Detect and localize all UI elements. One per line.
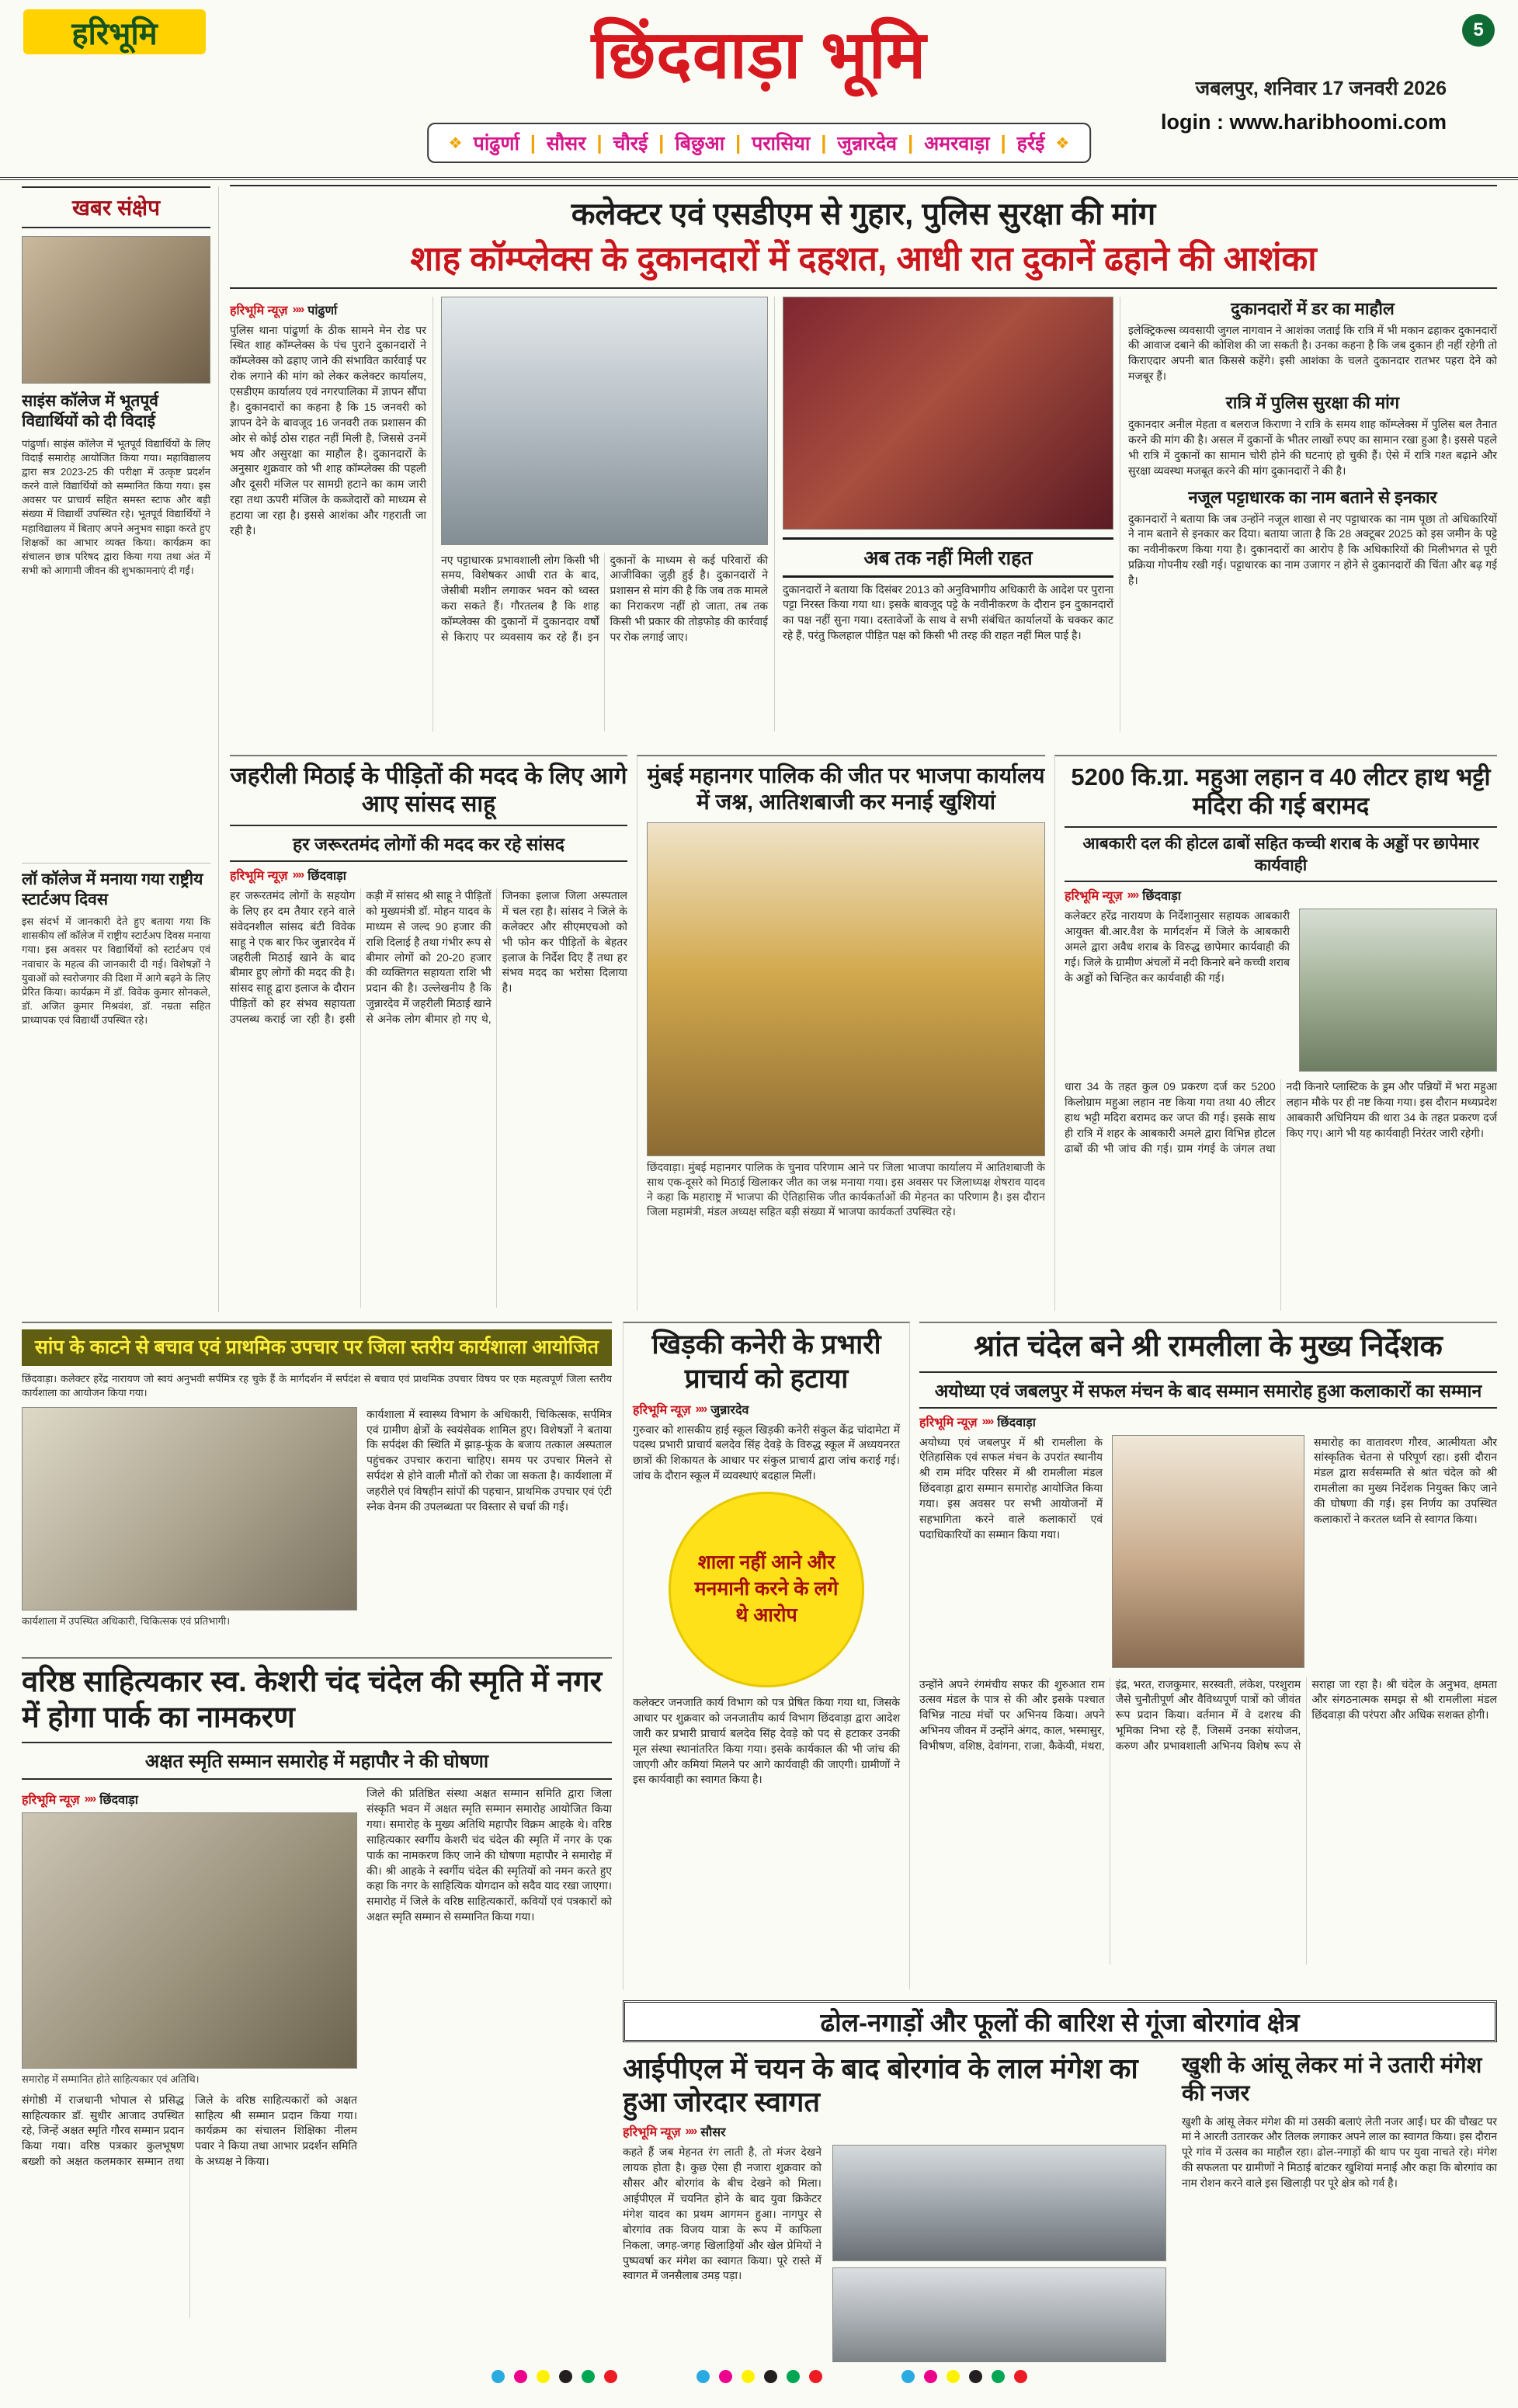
ipl-right-headline: खुशी के आंसू लेकर मां ने उतारी मंगेश की नजर <box>1182 2053 1482 2107</box>
workshop-caption: कार्यशाला में उपस्थित अधिकारी, चिकित्सक एवं प्रतिभागी। <box>22 1614 231 1627</box>
nav-item-harrai[interactable]: हर्रई <box>1016 133 1045 155</box>
workshop-story <box>22 1322 612 1648</box>
excise-subhead: आबकारी दल की होटल ढाबों सहित कच्ची शराब के अड्डों पर छापेमार कार्यवाही <box>1065 826 1497 882</box>
excise-body-2: धारा 34 के तहत कुल 09 प्रकरण दर्ज कर 5200 किलोग्राम महुआ लहान नष्ट किया गया तथा 40 लीटर हाथ भट्टी मदिरा बरामद कर जप्त की गई। इसके साथ ही रात्रि में शहर के आबकारी अमले द्वारा विभिन्न होटल ढाबों की भी जांच की गई। ग्राम गंगई के जंगल तथा नदी किनारे प्लास्टिक के ड्रम और पन्नियों में भरा महुआ लहान मौके पर ही नष्ट किया गया। इस दौरान मध्यप्रदेश आबकारी अधिनियम की धारा 34 के तहत प्रकरण दर्ज किए गए। आगे भी यह कार्यवाही निरंतर जारी रहेगी। <box>1065 1080 1497 1155</box>
lead-story <box>230 185 1497 747</box>
allegation-callout: शाला नहीं आने और मनमानी करने के लगे थे आरोप <box>669 1492 864 1687</box>
byline-place: छिंदवाड़ा <box>1142 890 1181 904</box>
print-dot <box>764 2370 777 2383</box>
byline-agency: हरिभूमि न्यूज़ <box>230 870 288 883</box>
byline-place: सौसर <box>700 2126 726 2140</box>
ramleela-body-2: समारोह का वातावरण गौरव, आत्मीयता और सांस्कृतिक चेतना से परिपूर्ण रहा। इसी दौरान मंडल द्वारा सर्वसम्मति से श्रांत चंदेल को श्री रामलीला का मुख्य निर्देशक नियुक्त किए जाने की घोषणा की गई। इस निर्णय का उपस्थित कलाकारों ने करतल ध्वनि से स्वागत किया। <box>1314 1435 1497 1525</box>
masthead-header <box>0 0 1518 180</box>
lead-col-2 <box>441 297 775 731</box>
photo-victory-procession <box>832 2267 1166 2362</box>
bjp-celebration-story <box>637 755 1045 1311</box>
byline-agency: हरिभूमि न्यूज़ <box>633 1403 691 1417</box>
print-dot <box>582 2370 595 2383</box>
relief-box-body: दुकानदारों ने बताया कि दिसंबर 2013 को अनुविभागीय अधिकारी के आदेश पर पुराना पट्टा निरस्त किया गया था। इसके बावजूद पट्टे के नवीनीकरण के दौरान इन दुकानदारों का पक्ष नहीं सुना गया। दस्तावेजों के साथ वे सभी संबंधित कार्यालयों के चक्कर काट रहे हैं, परंतु फिलहाल पीड़ित पक्ष को किसी भी तरह की राहत नहीं मिल पाई है। <box>783 582 1113 642</box>
nav-separator: | <box>908 131 914 154</box>
byline <box>22 1791 357 1808</box>
sweets-headline: जहरीली मिठाई के पीड़ितों की मदद के लिए आगे आए सांसद साहू <box>230 763 627 817</box>
nav-separator: | <box>596 131 603 154</box>
byline-place: छिंदवाड़ा <box>99 1794 138 1808</box>
region-nav <box>427 123 1092 163</box>
brief-story1-headline: साइंस कॉलेज में भूतपूर्व विद्यार्थियों को दी विदाई <box>22 392 158 431</box>
byline-arrows-icon: »» <box>292 302 304 316</box>
principal-body-1: गुरुवार को शासकीय हाई स्कूल खिड़की कनेरी संकुल केंद्र चांदामेटा में पदस्थ प्रभारी प्राचार्य बलदेव सिंह देवड़े के विरुद्ध स्कूल में अध्ययनरत छात्रों की शिकायत के आधार पर संकुल प्राचार्य द्वारा जांच कराई गई। जांच के दौरान स्कूल में व्यवस्थाएं बदहाल मिलीं। <box>633 1423 900 1482</box>
lead-headline: शाह कॉम्प्लेक्स के दुकानदारों में दहशत, आधी रात दुकानें ढहाने की आशंका <box>230 235 1497 289</box>
news-brief-title: खबर संक्षेप <box>22 186 210 228</box>
lead-col-3 <box>783 297 1120 731</box>
print-dot <box>559 2370 572 2383</box>
byline-agency: हरिभूमि न्यूज़ <box>919 1416 978 1430</box>
photo-excise-raid <box>1299 909 1497 1072</box>
bjp-caption: छिंदवाड़ा। मुंबई महानगर पालिक के चुनाव परिणाम आने पर जिला भाजपा कार्यालय में आतिशबाजी के साथ एक-दूसरे को मिठाई खिलाकर जीत का जश्न मनाया गया। इस अवसर पर जिलाध्यक्ष शेषराव यादव ने कहा कि महाराष्ट्र में भाजपा की ऐतिहासिक जीत कार्यकर्ताओं की मेहनत का परिणाम है। इस दौरान जिला महामंत्री, मंडल अध्यक्ष सहित बड़ी संख्या में भाजपा कार्यकर्ता उपस्थित रहे। <box>647 1161 1045 1218</box>
byline-agency: हरिभूमि न्यूज़ <box>230 304 288 318</box>
byline-arrows-icon: »» <box>981 1414 993 1428</box>
byline-agency: हरिभूमि न्यूज़ <box>22 1794 80 1808</box>
byline <box>633 1401 900 1418</box>
relief-box-headline: अब तक नहीं मिली राहत <box>783 537 1113 578</box>
lead-sub1-headline: दुकानदारों में डर का माहौल <box>1231 298 1395 318</box>
byline <box>623 2123 1166 2140</box>
print-dots <box>0 2370 1518 2383</box>
excise-raid-story <box>1054 755 1497 1311</box>
brief-story1-body: पांढुर्णा। साइंस कॉलेज में भूतपूर्व विद्यार्थियों के लिए विदाई समारोह आयोजित किया गया। महाविद्यालय द्वारा सत्र 2023-25 की परीक्षा में उत्कृष्ट प्रदर्शन करने वाले विद्यार्थियों को सम्मानित किया गया। इस अवसर पर प्राचार्य सहित समस्त स्टाफ और बड़ी संख्या में विद्यार्थी उपस्थित रहे। भूतपूर्व विद्यार्थियों ने महाविद्यालय में बिताए अपने अनुभव साझा करते हुए शिक्षकों का आभार व्यक्त किया। कार्यक्रम का संचालन छात्र परिषद द्वारा किया गया तथा अंत में सभी को आगामी जीवन की शुभकामनाएं दी गईं। <box>22 437 210 577</box>
excise-body-1: कलेक्टर हरेंद्र नारायण के निर्देशानुसार सहायक आबकारी आयुक्त बी.आर.वैश के मार्गदर्शन में जिले के आबकारी अमले द्वारा अवैध शराब के विरुद्ध छापेमार कार्यवाही की गई। जिले के ग्रामीण अंचलों में नदी किनारे बने कच्ची शराब के अड्डों को चिन्हित कर कार्यवाही की गई। <box>1065 909 1290 984</box>
ipl-body: कहते हैं जब मेहनत रंग लाती है, तो मंजर देखने लायक होता है। कुछ ऐसा ही नजारा शुक्रवार को सौसर और बोरगांव के बीच देखने को मिला। आईपीएल में चयनित होने के बाद युवा क्रिकेटर मंगेश यादव का प्रथम आगमन हुआ। नागपुर से बोरगांव तक विजय यात्रा के रूप में काफिला निकला, जगह-जगह खिलाड़ियों और खेल प्रेमियों ने पुष्पवर्षा कर मंगेश का स्वागत किया। पूरे रास्ते में स्वागत में जनसैलाब उमड़ पड़ा। <box>623 2146 822 2282</box>
nav-separator: | <box>735 131 742 154</box>
principal-body-2: कलेक्टर जनजाति कार्य विभाग को पत्र प्रेषित किया गया था, जिसके आधार पर शुक्रवार को जनजातीय कार्य विभाग छिंदवाड़ा द्वारा आदेश जारी कर प्रभारी प्राचार्य बलदेव सिंह देवड़े को पद से हटाकर उनकी मूल संस्था स्थानांतरित किया गया। इसके कार्यकाल की भी जांच की जाएगी और कमियां मिलने पर आगे कार्यवाही की जाएगी। ग्रामीणों ने इस कार्यवाही का स्वागत किया है। <box>633 1696 900 1786</box>
ipl-headline: आईपीएल में चयन के बाद बोरगांव के लाल मंगेश का हुआ जोरदार स्वागत <box>623 2052 1138 2118</box>
lead-col-1 <box>230 297 433 731</box>
photo-workshop <box>22 1407 357 1611</box>
byline-place: छिंदवाड़ा <box>307 870 346 883</box>
nav-separator: | <box>658 131 665 154</box>
byline-arrows-icon: »» <box>695 1402 707 1416</box>
ipl-welcome-story <box>623 2052 1497 2362</box>
nav-item-sausar[interactable]: सौसर <box>546 133 586 155</box>
ramleela-subhead: अयोध्या एवं जबलपुर में सफल मंचन के बाद सम्मान समारोह हुआ कलाकारों का सम्मान <box>919 1371 1497 1409</box>
nav-separator: | <box>821 131 827 154</box>
workshop-headline: सांप के काटने से बचाव एवं प्राथमिक उपचार पर जिला स्तरीय कार्यशाला आयोजित <box>22 1329 612 1366</box>
print-dot <box>696 2370 710 2383</box>
byline-place: पांढुर्णा <box>307 304 338 318</box>
haribhoomi-logo[interactable]: हरिभूमि <box>23 9 206 54</box>
brief-story2-body: इस संदर्भ में जानकारी देते हुए बताया गया कि शासकीय लॉ कॉलेज में राष्ट्रीय स्टार्टअप दिवस मनाया गया। इस अवसर पर विद्यार्थियों को स्टार्टअप एवं नवाचार के महत्व की जानकारी दी गई। विशेषज्ञों ने युवाओं को स्वरोजगार की दिशा में आगे बढ़ने के लिए प्रेरित किया। कार्यक्रम में डॉ. विवेक कुमार सोनकले, डॉ. अजित कुमार मिश्रवंश, डॉ. नम्रता सहित प्राध्यापक एवं विद्यार्थी उपस्थित रहे। <box>22 916 210 1027</box>
nav-separator: | <box>530 131 536 154</box>
principal-removed-story <box>623 1322 910 1989</box>
park-headline: वरिष्ठ साहित्यकार स्व. केशरी चंद चंदेल की स्मृति में नगर में होगा पार्क का नामकरण <box>22 1666 603 1734</box>
lead-sub2-body: दुकानदार अनील मेहता व बलराज किराणा ने रात्रि के समय शाह कॉम्प्लेक्स में पुलिस बल तैनात करने की मांग की है। असल में दुकानों के भीतर लाखों रुपए का सामान रखा हुआ है। इससे पहले भी रात्रि में दुकानों का सामान चोरी होने की घटनाएं हो चुकी हैं। ऐसे में रात्रि गश्त बढ़ाने और सुरक्षा व्यवस्था मजबूत करने की मांग दुकानदारों ने की है। <box>1128 418 1497 477</box>
print-dot <box>969 2370 982 2383</box>
excise-headline: 5200 कि.ग्रा. महुआ लहान व 40 लीटर हाथ भट्टी मदिरा की गई बरामद <box>1071 763 1491 820</box>
photo-mangesh-crowd <box>832 2145 1166 2261</box>
borgaon-banner-text: ढोल-नगाड़ों और फूलों की बारिश से गूंजा बोरगांव क्षेत्र <box>623 2000 1497 2042</box>
nav-item-pandhurna[interactable]: पांढुर्णा <box>473 133 519 155</box>
principal-headline: खिड़की कनेरी के प्रभारी प्राचार्य को हटाया <box>651 1329 881 1394</box>
lead-col-4 <box>1128 297 1497 731</box>
park-naming-story <box>22 1657 612 2356</box>
ramleela-body-3: उन्होंने अपने रंगमंचीय सफर की शुरुआत राम उत्सव मंडल के पात्र से की और इसके पश्चात विभिन्न नाट्य मंचों पर अभिनय किया। अपने अभिनय जीवन में उन्होंने अंगद, काल, भस्मासुर, विभीषण, वशिष्ठ, देवांगना, राजा, कैकेयी, मंथरा, इंद्र, भरत, राजकुमार, सरस्वती, लंकेश, परशुराम जैसे चुनौतीपूर्ण और वैविध्यपूर्ण पात्रों को जीवंत रूप प्रदान किया। वर्तमान में वे दशरथ की भूमिका निभा रहे हैं, जिसमें उनका संयोजन, करुण और प्रभावशाली अभिनय विशेष रूप से सराहा जा रहा है। श्री चंदेल के अनुभव, क्षमता और संगठनात्मक समझ से श्री रामलीला मंडल छिंदवाड़ा की परंपरा और अधिक सशक्त होगी। <box>919 1677 1497 1753</box>
print-dot <box>787 2370 800 2383</box>
nav-item-chourai[interactable]: चौरई <box>613 133 648 155</box>
ramleela-body-1: अयोध्या एवं जबलपुर में श्री रामलीला के ऐतिहासिक एवं सफल मंचन के उपरांत स्थानीय श्री राम मंदिर परिसर में श्री रामलीला मंडल छिंदवाड़ा द्वारा सम्मान समारोह आयोजित किया गया। इस अवसर पर सभी आयोजनों में सहभागिता करने वाले कलाकारों एवं पदाधिकारियों का सम्मान किया गया। <box>919 1435 1103 1541</box>
print-dot <box>492 2370 505 2383</box>
print-dot <box>924 2370 937 2383</box>
login-url[interactable]: login : www.haribhoomi.com <box>1161 110 1447 134</box>
nav-item-junnardeo[interactable]: जुन्नारदेव <box>837 133 898 155</box>
photo-college-farewell <box>22 236 210 384</box>
print-dot <box>947 2370 960 2383</box>
byline <box>230 301 426 318</box>
print-dot <box>992 2370 1005 2383</box>
byline-arrows-icon: »» <box>685 2125 696 2139</box>
park-body-1: जिले की प्रतिष्ठित संस्था अक्षत सम्मान समिति द्वारा जिला संस्कृति भवन में अक्षत स्मृति सम्मान समारोह आयोजित किया गया। समारोह के मुख्य अतिथि महापौर विक्रम आहके थे। वरिष्ठ साहित्यकार स्वर्गीय केशरी चंद चंदेल की स्मृति में नगर के एक पार्क का नामकरण किए जाने की घोषणा महापौर ने समारोह में की। श्री आहके ने स्वर्गीय चंदेल की स्मृतियों को नमन करते हुए कहा कि नगर के साहित्यिक योगदान को सदैव याद रखा जाएगा। समारोह में जिले के वरिष्ठ साहित्यकारों, कवियों एवं पत्रकारों को अक्षत स्मृति सम्मान से सम्मानित किया गया। <box>366 1787 612 1923</box>
print-dot <box>809 2370 822 2383</box>
print-dot <box>514 2370 527 2383</box>
print-dot <box>901 2370 915 2383</box>
page-number-badge: 5 <box>1462 14 1495 47</box>
ipl-right-body: खुशी के आंसू लेकर मंगेश की मां उसकी बलाएं लेती नजर आईं। घर की चौखट पर मां ने आरती उतारकर और तिलक लगाकर अपने लाल का स्वागत किया। इस दौरान पूरे गांव में उत्सव का माहौल रहा। ढोल-नगाड़ों की थाप पर युवा नाचते रहे। मंगेश की सफलता पर ग्रामीणों ने मिठाई बांटकर खुशियां मनाईं और कहा कि बोरगांव का नाम रोशन करने वाले इस खिलाड़ी पर पूरे क्षेत्र को गर्व है। <box>1182 2114 1497 2189</box>
park-body-2: संगोष्ठी में राजधानी भोपाल से प्रसिद्ध साहित्यकार डॉ. सुधीर आजाद उपस्थित रहे, जिन्हें अक्षत स्मृति गौरव सम्मान प्रदान किया गया। वरिष्ठ पत्रकार कुलभूषण बख्शी को अक्षत कलमकार सम्मान तथा जिले के वरिष्ठ साहित्यकारों को अक्षत साहित्य श्री सम्मान प्रदान किया गया। कार्यक्रम का संचालन शिक्षिका नीलम पवार ने किया तथा आभार प्रदर्शन समिति के अध्यक्ष ने किया। <box>22 2093 357 2168</box>
workshop-body: कार्यशाला में स्वास्थ्य विभाग के अधिकारी, चिकित्सक, सर्पमित्र एवं ग्रामीण क्षेत्रों के स्वयंसेवक शामिल हुए। विशेषज्ञों ने बताया कि सर्पदंश की स्थिति में झाड़-फूंक के बजाय तत्काल अस्पताल पहुंचकर उपचार कराना चाहिए। समय पर उपचार मिलने से सर्पदंश से होने वाली मौतों को रोका जा सकता है। कार्यशाला में जहरीले एवं विषहीन सांपों की पहचान, प्राथमिक उपचार एवं एंटी स्नेक वेनम की उपलब्धता पर विस्तार से चर्चा की गई। <box>366 1407 612 1513</box>
lead-sub3-body: दुकानदारों ने बताया कि जब उन्होंने नजूल शाखा से नए पट्टाधारक का नाम पूछा तो अधिकारियों ने नाम बताने से इनकार कर दिया। बताया जाता है कि 28 अक्टूबर 2025 को इस जमीन के पट्टे का नवीनीकरण किया गया है। दुकानदारों का आरोप है कि अधिकारियों की मिलीभगत से पूरी प्रक्रिया गोपनीय रखी गई। पट्टाधारक का नाम उजागर न होने से दुकानदारों की चिंता और बढ़ गई है। <box>1128 512 1497 587</box>
print-dot <box>537 2370 550 2383</box>
nav-item-amarwara[interactable]: अमरवाड़ा <box>924 133 990 155</box>
byline-place: छिंदवाड़ा <box>997 1416 1036 1430</box>
sweets-body: हर जरूरतमंद लोगों के सहयोग के लिए हर दम तैयार रहने वाले संवेदनशील सांसद बंटी विवेक साहू ने एक बार फिर जुन्नारदेव में जहरीली मिठाई खाने के बाद बीमार हुए लोगों की मदद की है। सांसद साहू द्वारा इलाज के दौरान पीड़ितों को हर संभव सहायता उपलब्ध कराई जा रही है। इसी कड़ी में सांसद श्री साहू ने पीड़ितों को मुख्यमंत्री डॉ. मोहन यादव के माध्यम से जल्द 90 हजार की राशि दिलाई है तथा गंभीर रूप से बीमार लोगों को 20-20 हजार की व्यक्तिगत सहायता राशि भी प्रदान की है। उल्लेखनीय है कि जुन्नारदेव में जहरीली मिठाई खाने से अनेक लोग बीमार हो गए थे, जिनका इलाज जिला अस्पताल में चल रहा है। सांसद ने जिले के कलेक्टर और सीएमएचओ को भी फोन कर पीड़ितों के बेहतर इलाज के निर्देश दिए हैं तथा हर संभव मदद का भरोसा दिलाया है। <box>230 889 627 1025</box>
lead-sub3-headline: नजूल पट्टाधारक का नाम बताने से इनकार <box>1188 487 1437 507</box>
news-brief-column <box>22 186 219 1312</box>
byline <box>919 1413 1497 1430</box>
photo-bjp-office-celebration <box>647 822 1045 1156</box>
byline-arrows-icon: »» <box>84 1792 96 1806</box>
lead-body-col2: नए पट्टाधारक प्रभावशाली लोग किसी भी समय, विशेषकर आधी रात के बाद, जेसीबी मशीन लगाकर भवन को ध्वस्त करा सकते हैं। गौरतलब है कि शाह कॉम्प्लेक्स की दुकानों में दुकानदार वर्षों से किराए पर व्यवसाय कर रहे हैं। इन दुकानों के माध्यम से कई परिवारों की आजीविका जुड़ी हुई है। दुकानदारों ने प्रशासन से मांग की है कि जब तक मामले का निराकरण नहीं हो जाता, तब तक किसी भी प्रकार की तोड़फोड़ की कार्रवाई पर रोक लगाई जाए। <box>441 553 768 643</box>
bjp-headline: मुंबई महानगर पालिक की जीत पर भाजपा कार्यालय में जश्न, आतिशबाजी कर मनाई खुशियां <box>647 763 1045 814</box>
photo-shrant-chandel-portrait <box>1112 1435 1304 1668</box>
print-dot <box>1014 2370 1027 2383</box>
nav-ornament-icon: ❖ <box>448 134 463 152</box>
byline-place: जुन्नारदेव <box>710 1403 749 1417</box>
byline-agency: हरिभूमि न्यूज़ <box>623 2126 681 2140</box>
byline-agency: हरिभूमि न्यूज़ <box>1065 890 1123 904</box>
park-subhead: अक्षत स्मृति सम्मान समारोह में महापौर ने की घोषणा <box>22 1742 612 1780</box>
lead-kicker: कलेक्टर एवं एसडीएम से गुहार, पुलिस सुरक्षा की मांग <box>230 185 1497 235</box>
photo-shah-complex <box>441 297 768 545</box>
byline-arrows-icon: »» <box>292 868 304 881</box>
borgaon-banner <box>623 2000 1497 2042</box>
nav-item-parasia[interactable]: परासिया <box>752 133 811 155</box>
lead-body-col1: पुलिस थाना पांढुर्णा के ठीक सामने मेन रोड पर स्थित शाह कॉम्प्लेक्स के पंच पुराने दुकानदारों ने कॉम्प्लेक्स को ढहाए जाने की संभावित कार्रवाई पर रोक लगाने की मांग को लेकर कलेक्टर कार्यालय, एसडीएम कार्यालय एवं नगरपालिका में ज्ञापन सौंपा है। दुकानदारों का कहना है कि 15 जनवरी को ज्ञापन देने के बावजूद 16 जनवरी तक प्रशासन की ओर से कोई ठोस राहत नहीं मिली है, जिससे उनमें भय और असुरक्षा का माहौल है। दुकानदारों के अनुसार शुक्रवार को भी शाह कॉम्प्लेक्स की पहली और दूसरी मंजिल पर सामग्री हटाने का काम जारी रहा तथा ऊपरी मंजिल के कब्जेदारों को माध्यम से हटाया जा रहा है। इससे आशंका और गहराती जा रही है। <box>230 323 426 537</box>
sweets-subhead: हर जरूरतमंद लोगों की मदद कर रहे सांसद <box>230 825 627 862</box>
byline-arrows-icon: »» <box>1127 888 1138 902</box>
park-photo-caption: समारोह में सम्मानित होते साहित्यकार एवं अतिथि। <box>22 2073 200 2086</box>
byline <box>1065 887 1497 904</box>
photo-akshat-samman <box>22 1812 357 2069</box>
lead-sub2-headline: रात्रि में पुलिस सुरक्षा की मांग <box>1225 393 1400 413</box>
photo-memorandum-handover <box>783 297 1113 530</box>
byline <box>230 867 627 884</box>
print-dot <box>742 2370 755 2383</box>
workshop-intro: छिंदवाड़ा। कलेक्टर हरेंद्र नारायण जो स्वयं अनुभवी सर्पमित्र रह चुके हैं के मार्गदर्शन में सर्पदंश से बचाव एवं प्राथमिक उपचार विषय पर एक महत्वपूर्ण जिला स्तरीय कार्यशाला का आयोजन किया गया। <box>22 1373 612 1399</box>
brief-story2-headline: लॉ कॉलेज में मनाया गया राष्ट्रीय स्टार्टअप दिवस <box>22 870 203 909</box>
print-dot <box>719 2370 732 2383</box>
nav-item-bichhua[interactable]: बिछुआ <box>675 133 725 155</box>
masthead-title: छिंदवाड़ा भूमि <box>591 18 927 92</box>
ramleela-story <box>919 1322 1497 1989</box>
sweets-story <box>230 755 627 1311</box>
lead-sub1-body: इलेक्ट्रिकल्स व्यवसायी जुगल नागवान ने आशंका जताई कि रात्रि में भी मकान ढहाकर दुकानदारों की आवाज दबाने की कोशिश की जा सकती है। उनका कहना है कि जब दुकान ही नहीं रहेगी तो किराएदार अपनी बात किससे कहेंगे। इसी आशंका के चलते दुकानदार रातभर पहरा देने को मजबूर हैं। <box>1128 323 1497 383</box>
nav-separator: | <box>1000 131 1006 154</box>
ramleela-headline: श्रांत चंदेल बने श्री रामलीला के मुख्य निर्देशक <box>974 1330 1443 1363</box>
print-dot <box>604 2370 617 2383</box>
edition-dateline: जबलपुर, शनिवार 17 जनवरी 2026 <box>1195 78 1447 99</box>
nav-ornament-icon: ❖ <box>1055 134 1070 152</box>
